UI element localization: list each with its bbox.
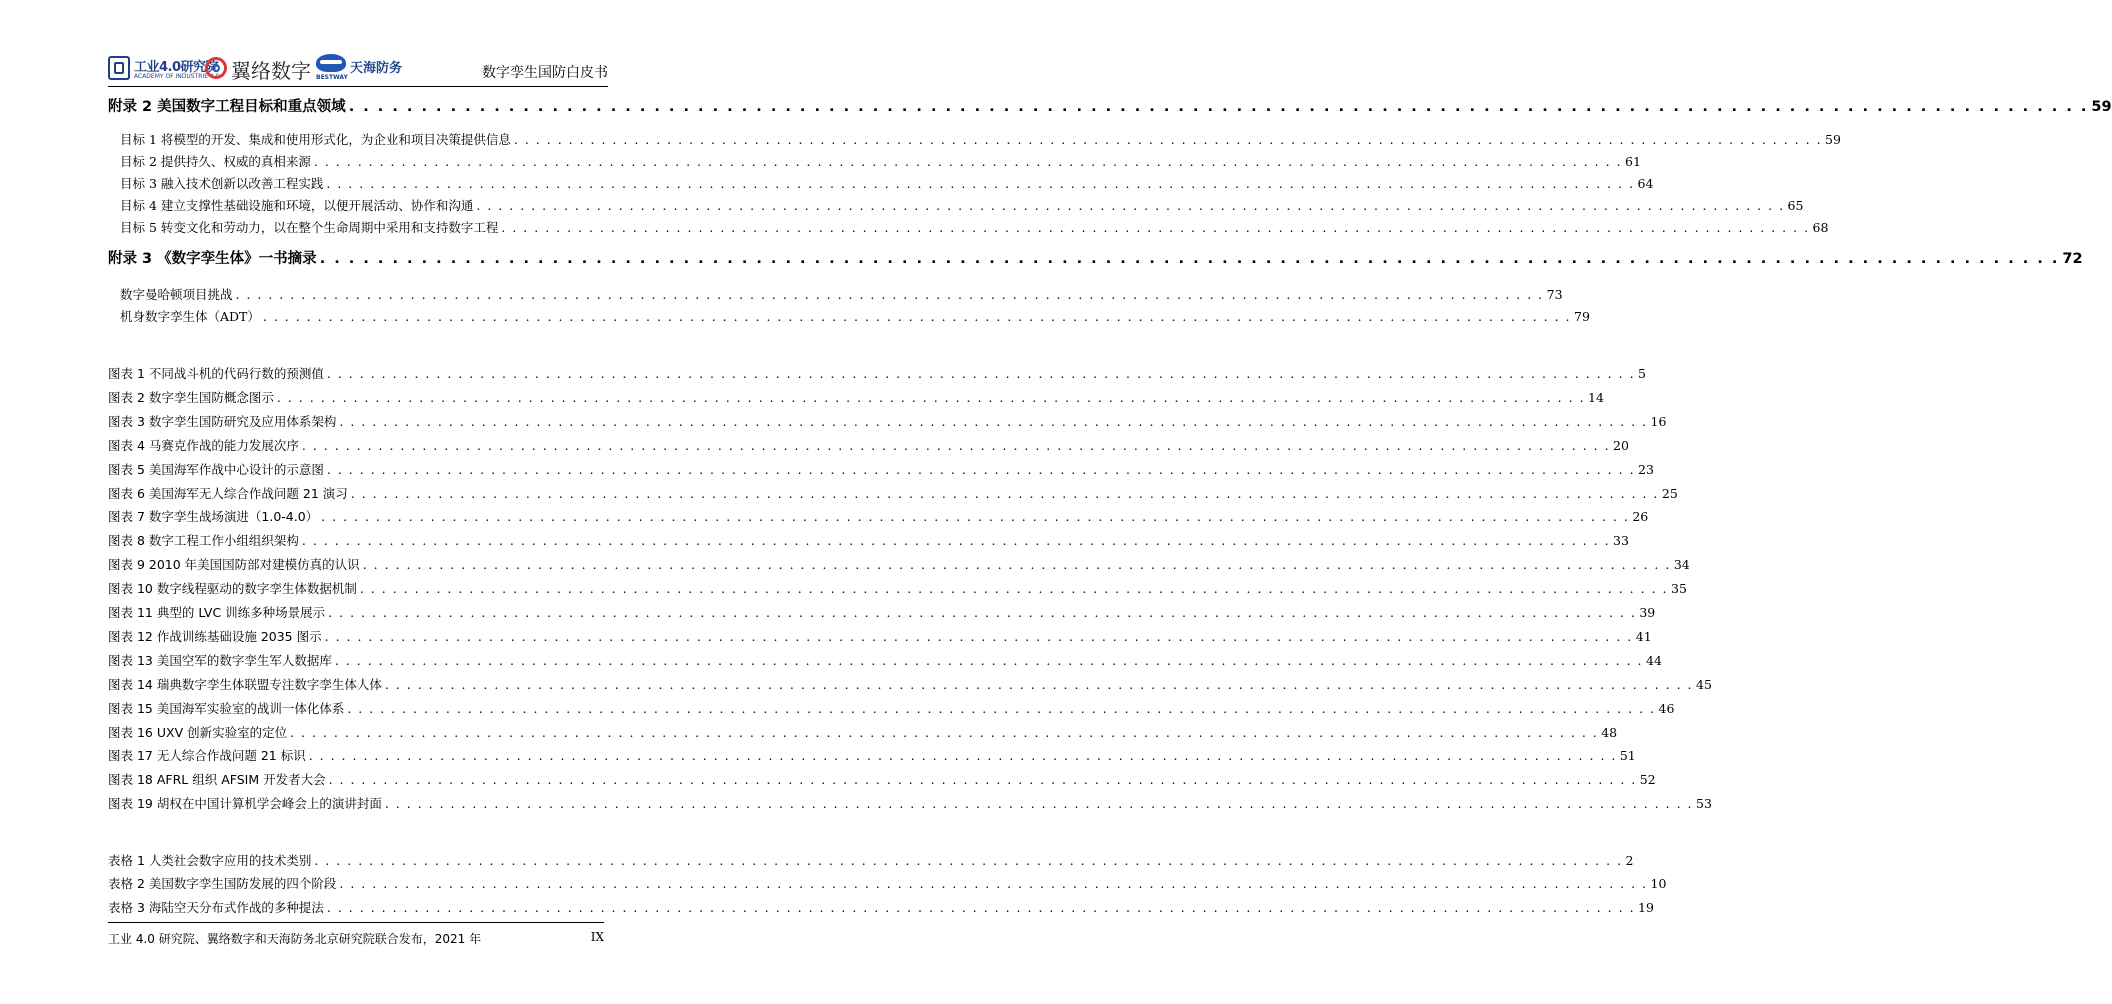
toc-leader-dots: . . . . . . . . . . . . . . . . . . . . . . . . . . . . . . . . . . . . . . . . . . . . . . . . . . . . . . . . . . . . . . . . . . . . . . . . . . . . . . . . . . . . . . . . . . . . . . . . . . . . . . . . . . . . . . . . . . . . . . . . bbox=[476, 198, 1785, 213]
toc-leader-dots: . . . . . . . . . . . . . . . . . . . . . . . . . . . . . . . . . . . . . . . . . . . . . . . . . . . . . . . . . . . . . . . . . . . . . . . . . . . . . . . . . . . . . . . . . . . . . . . . . . . . . . . . . . . . . . . . . . . . . . . . bbox=[301, 438, 1611, 453]
industrie40-logo-subtext: ACADEMY OF INDUSTRIE 4.0 bbox=[134, 73, 220, 80]
toc-entry[interactable] bbox=[108, 603, 1656, 621]
toc-entry-title: 图表 6 美国海军无人综合作战问题 21 演习 bbox=[108, 486, 348, 501]
toc-entry-page: 34 bbox=[1673, 557, 1690, 572]
toc-entry-title: 图表 17 无人综合作战问题 21 标识 bbox=[108, 748, 306, 763]
toc-entry[interactable] bbox=[108, 794, 1712, 812]
toc-entry-page: 39 bbox=[1639, 605, 1656, 620]
toc-entry-page: 14 bbox=[1588, 390, 1604, 405]
toc-entry-title: 图表 12 作战训练基础设施 2035 图示 bbox=[108, 629, 322, 644]
toc-entry[interactable] bbox=[108, 152, 1641, 170]
bestway-logo-subtext: BESTWAY bbox=[316, 74, 348, 81]
toc-entry-page: 23 bbox=[1638, 462, 1654, 477]
page-number: IX bbox=[590, 930, 604, 944]
toc-entry-title: 图表 9 2010 年美国国防部对建模仿真的认识 bbox=[108, 557, 360, 572]
toc-entry-title: 数字曼哈顿项目挑战 bbox=[120, 287, 233, 302]
toc-entry[interactable] bbox=[108, 770, 1656, 788]
toc-entry-title: 图表 14 瑞典数字孪生体联盟专注数字孪生体人体 bbox=[108, 677, 382, 692]
toc-entry-page: 26 bbox=[1632, 509, 1649, 524]
toc-leader-dots: . . . . . . . . . . . . . . . . . . . . . . . . . . . . . . . . . . . . . . . . . . . . . . . . . . . . . . . . . . . . . . . . . . . . . . . . . . . . . . . . . . . . . . . . . . . . . . . . . . . . . . . . . . . . . . . . . . . . . . . . bbox=[328, 772, 1637, 787]
toc-entry[interactable] bbox=[108, 699, 1675, 717]
toc-entry[interactable] bbox=[108, 484, 1678, 502]
toc-leader-dots: . . . . . . . . . . . . . . . . . . . . . . . . . . . . . . . . . . . . . . . . . . . . . . . . . . . . . . . . . . . . . . . . . . . . . . . . . . . . . . . . . . . . . . . . . . . . . . . . . . . . . . . . . . . . . . . . . . . . . . . . bbox=[313, 154, 1623, 169]
toc-entry[interactable] bbox=[108, 307, 1590, 325]
toc-leader-dots: . . . . . . . . . . . . . . . . . . . . . . . . . . . . . . . . . . . . . . . . . . . . . . . . . . . . . . . . . . . . . . . . . . . . . . . . . . . . . . . . . . . . . . . . . . . . . . . . . . . . . . . . . . . . . . . . . . . . . . . . bbox=[301, 533, 1611, 548]
toc-entry-page: 45 bbox=[1696, 677, 1712, 692]
toc-entry-title: 图表 13 美国空军的数字孪生军人数据库 bbox=[108, 653, 332, 668]
toc-entry[interactable] bbox=[108, 218, 1829, 236]
toc-entry-page: 46 bbox=[1658, 701, 1675, 716]
toc-entry[interactable] bbox=[108, 247, 2083, 268]
toc-entry-page: 41 bbox=[1635, 629, 1652, 644]
toc-leader-dots: . . . . . . . . . . . . . . . . . . . . . . . . . . . . . . . . . . . . . . . . . . . . . . . . . . . . . . . . . . . . . . . . . . . . . . . . . . . . . . . . . . . . . . . . . . . . . . . . . . . . . . . . . . . . . . . . . . . . . . . . bbox=[501, 220, 1810, 235]
bestway-logo-text: 天海防务 bbox=[350, 61, 403, 76]
toc-entry[interactable] bbox=[108, 412, 1667, 430]
yiluo-logo-icon bbox=[205, 57, 227, 79]
yiluo-logo bbox=[205, 50, 310, 86]
toc-entry-title: 图表 3 数字孪生国防研究及应用体系架构 bbox=[108, 414, 337, 429]
toc-entry-page: 68 bbox=[1812, 220, 1829, 235]
toc-leader-dots: . . . . . . . . . . . . . . . . . . . . . . . . . . . . . . . . . . . . . . . . . . . . . . . . . . . . . . . . . . . . . . . . . . . . . . . . . . . . . . . . . . . . . . . . . . . . . . . . . . . . . . . . . . . . . . . . . . . . . . . . bbox=[347, 701, 1656, 716]
toc-entry-title: 图表 10 数字线程驱动的数字孪生体数据机制 bbox=[108, 581, 357, 596]
toc-entry-page: 79 bbox=[1574, 309, 1590, 324]
toc-entry-page: 59 bbox=[1825, 132, 1841, 147]
toc-entry[interactable] bbox=[108, 388, 1604, 406]
toc-entry-page: 53 bbox=[1696, 796, 1712, 811]
toc-entry-page: 19 bbox=[1638, 900, 1654, 915]
toc-entry[interactable] bbox=[108, 507, 1649, 525]
toc-leader-dots: . . . . . . . . . . . . . . . . . . . . . . . . . . . . . . . . . . . . . . . . . . . . . . . . . . . . . . . . . . . . . . . . . . . . . . . . . . . . . . . . . . . . . . . . . . . . . . . . . . . . . . . . . . . . . . . . . . . . . . . . bbox=[326, 176, 1635, 191]
toc-entry[interactable] bbox=[108, 851, 1634, 869]
toc-entry-page: 33 bbox=[1613, 533, 1629, 548]
toc-entry-page: 64 bbox=[1637, 176, 1654, 191]
toc-entry-page: 2 bbox=[1625, 853, 1634, 868]
toc-leader-dots: . . . . . . . . . . . . . . . . . . . . . . . . . . . . . . . . . . . . . . . . . . . . . . . . . . . . . . . . . . . . . . . . . . . . . . . . . . . . . . . . . . . . . . . . . . . . . . . . . . . . . . . . . . . . . . . . . . . . . . . . bbox=[319, 251, 2060, 267]
toc-leader-dots: . . . . . . . . . . . . . . . . . . . . . . . . . . . . . . . . . . . . . . . . . . . . . . . . . . . . . . . . . . . . . . . . . . . . . . . . . . . . . . . . . . . . . . . . . . . . . . . . . . . . . . . . . . . . . . . . . . . . . . . . bbox=[513, 132, 1823, 147]
toc-leader-dots: . . . . . . . . . . . . . . . . . . . . . . . . . . . . . . . . . . . . . . . . . . . . . . . . . . . . . . . . . . . . . . . . . . . . . . . . . . . . . . . . . . . . . . . . . . . . . . . . . . . . . . . . . . . . . . . . . . . . . . . . bbox=[334, 653, 1643, 668]
toc-entry-page: 72 bbox=[2062, 251, 2083, 267]
toc-entry[interactable] bbox=[108, 898, 1654, 916]
toc-entry[interactable] bbox=[108, 675, 1712, 693]
toc-entry[interactable] bbox=[108, 531, 1629, 549]
toc-leader-dots: . . . . . . . . . . . . . . . . . . . . . . . . . . . . . . . . . . . . . . . . . . . . . . . . . . . . . . . . . . . . . . . . . . . . . . . . . . . . . . . . . . . . . . . . . . . . . . . . . . . . . . . . . . . . . . . . . . . . . . . . bbox=[359, 581, 1668, 596]
toc-entry-title: 目标 4 建立支撑性基础设施和环境，以便开展活动、协作和沟通 bbox=[120, 198, 474, 213]
toc-entry-page: 59 bbox=[2091, 99, 2112, 115]
toc-entry[interactable] bbox=[108, 874, 1667, 892]
footer-divider bbox=[108, 922, 604, 923]
toc-entry-title: 图表 7 数字孪生战场演进（1.0-4.0） bbox=[108, 509, 319, 524]
toc-entry-page: 65 bbox=[1787, 198, 1804, 213]
toc-entry-title: 图表 5 美国海军作战中心设计的示意图 bbox=[108, 462, 324, 477]
toc-entry-page: 52 bbox=[1639, 772, 1656, 787]
toc-entry-title: 图表 18 AFRL 组织 AFSIM 开发者大会 bbox=[108, 772, 326, 787]
toc-leader-dots: . . . . . . . . . . . . . . . . . . . . . . . . . . . . . . . . . . . . . . . . . . . . . . . . . . . . . . . . . . . . . . . . . . . . . . . . . . . . . . . . . . . . . . . . . . . . . . . . . . . . . . . . . . . . . . . . . . . . . . . . bbox=[321, 509, 1630, 524]
toc-leader-dots: . . . . . . . . . . . . . . . . . . . . . . . . . . . . . . . . . . . . . . . . . . . . . . . . . . . . . . . . . . . . . . . . . . . . . . . . . . . . . . . . . . . . . . . . . . . . . . . . . . . . . . . . . . . . . . . . . . . . . . . . bbox=[262, 309, 1572, 324]
toc-entry-title: 目标 5 转变文化和劳动力，以在整个生命周期中采用和支持数字工程 bbox=[120, 220, 499, 235]
toc-entry-title: 附录 3 《数字孪生体》一书摘录 bbox=[108, 251, 317, 267]
toc-leader-dots: . . . . . . . . . . . . . . . . . . . . . . . . . . . . . . . . . . . . . . . . . . . . . . . . . . . . . . . . . . . . . . . . . . . . . . . . . . . . . . . . . . . . . . . . . . . . . . . . . . . . . . . . . . . . . . . . . . . . . . . . bbox=[384, 796, 1693, 811]
toc-entry-title: 附录 2 美国数字工程目标和重点领域 bbox=[108, 99, 346, 115]
toc-entry[interactable] bbox=[108, 436, 1629, 454]
toc-entry[interactable] bbox=[108, 364, 1646, 382]
toc-entry[interactable] bbox=[108, 651, 1662, 669]
toc-entry[interactable] bbox=[108, 555, 1690, 573]
toc-entry-page: 51 bbox=[1619, 748, 1636, 763]
toc-leader-dots: . . . . . . . . . . . . . . . . . . . . . . . . . . . . . . . . . . . . . . . . . . . . . . . . . . . . . . . . . . . . . . . . . . . . . . . . . . . . . . . . . . . . . . . . . . . . . . . . . . . . . . . . . . . . . . . . . . . . . . . . bbox=[326, 366, 1636, 381]
bestway-logo bbox=[316, 50, 416, 86]
toc-leader-dots: . . . . . . . . . . . . . . . . . . . . . . . . . . . . . . . . . . . . . . . . . . . . . . . . . . . . . . . . . . . . . . . . . . . . . . . . . . . . . . . . . . . . . . . . . . . . . . . . . . . . . . . . . . . . . . . . . . . . . . . . bbox=[384, 677, 1693, 692]
toc-leader-dots: . . . . . . . . . . . . . . . . . . . . . . . . . . . . . . . . . . . . . . . . . . . . . . . . . . . . . . . . . . . . . . . . . . . . . . . . . . . . . . . . . . . . . . . . . . . . . . . . . . . . . . . . . . . . . . . . . . . . . . . . bbox=[339, 414, 1648, 429]
toc-leader-dots: . . . . . . . . . . . . . . . . . . . . . . . . . . . . . . . . . . . . . . . . . . . . . . . . . . . . . . . . . . . . . . . . . . . . . . . . . . . . . . . . . . . . . . . . . . . . . . . . . . . . . . . . . . . . . . . . . . . . . . . . bbox=[350, 486, 1659, 501]
bestway-logo-icon bbox=[316, 54, 346, 72]
toc-leader-dots: . . . . . . . . . . . . . . . . . . . . . . . . . . . . . . . . . . . . . . . . . . . . . . . . . . . . . . . . . . . . . . . . . . . . . . . . . . . . . . . . . . . . . . . . . . . . . . . . . . . . . . . . . . . . . . . . . . . . . . . . bbox=[308, 748, 1617, 763]
toc-entry[interactable] bbox=[108, 130, 1841, 148]
industrie40-logo-icon bbox=[108, 56, 130, 80]
toc-entry-title: 图表 16 UXV 创新实验室的定位 bbox=[108, 725, 288, 740]
toc-entry[interactable] bbox=[108, 746, 1636, 764]
toc-leader-dots: . . . . . . . . . . . . . . . . . . . . . . . . . . . . . . . . . . . . . . . . . . . . . . . . . . . . . . . . . . . . . . . . . . . . . . . . . . . . . . . . . . . . . . . . . . . . . . . . . . . . . . . . . . . . . . . . . . . . . . . . bbox=[326, 462, 1636, 477]
toc-leader-dots: . . . . . . . . . . . . . . . . . . . . . . . . . . . . . . . . . . . . . . . . . . . . . . . . . . . . . . . . . . . . . . . . . . . . . . . . . . . . . . . . . . . . . . . . . . . . . . . . . . . . . . . . . . . . . . . . . . . . . . . . bbox=[348, 99, 2089, 115]
toc-entry-page: 61 bbox=[1625, 154, 1641, 169]
toc-entry[interactable] bbox=[108, 460, 1654, 478]
toc-leader-dots: . . . . . . . . . . . . . . . . . . . . . . . . . . . . . . . . . . . . . . . . . . . . . . . . . . . . . . . . . . . . . . . . . . . . . . . . . . . . . . . . . . . . . . . . . . . . . . . . . . . . . . . . . . . . . . . . . . . . . . . . bbox=[326, 900, 1636, 915]
toc-entry-title: 图表 11 典型的 LVC 训练多种场景展示 bbox=[108, 605, 326, 620]
toc-leader-dots: . . . . . . . . . . . . . . . . . . . . . . . . . . . . . . . . . . . . . . . . . . . . . . . . . . . . . . . . . . . . . . . . . . . . . . . . . . . . . . . . . . . . . . . . . . . . . . . . . . . . . . . . . . . . . . . . . . . . . . . . bbox=[276, 390, 1586, 405]
toc-entry-title: 图表 4 马赛克作战的能力发展次序 bbox=[108, 438, 299, 453]
toc-entry-page: 35 bbox=[1671, 581, 1687, 596]
toc-entry-page: 16 bbox=[1650, 414, 1667, 429]
toc-leader-dots: . . . . . . . . . . . . . . . . . . . . . . . . . . . . . . . . . . . . . . . . . . . . . . . . . . . . . . . . . . . . . . . . . . . . . . . . . . . . . . . . . . . . . . . . . . . . . . . . . . . . . . . . . . . . . . . . . . . . . . . . bbox=[362, 557, 1671, 572]
toc-entry[interactable] bbox=[108, 627, 1652, 645]
toc-entry-title: 目标 3 融入技术创新以改善工程实践 bbox=[120, 176, 324, 191]
yiluo-logo-text: 翼络数字 bbox=[231, 59, 311, 83]
toc-leader-dots: . . . . . . . . . . . . . . . . . . . . . . . . . . . . . . . . . . . . . . . . . . . . . . . . . . . . . . . . . . . . . . . . . . . . . . . . . . . . . . . . . . . . . . . . . . . . . . . . . . . . . . . . . . . . . . . . . . . . . . . . bbox=[235, 287, 1544, 302]
toc-entry-title: 目标 2 提供持久、权威的真相来源 bbox=[120, 154, 311, 169]
toc-entry-title: 图表 2 数字孪生国防概念图示 bbox=[108, 390, 274, 405]
toc-entry-page: 10 bbox=[1650, 876, 1667, 891]
toc-leader-dots: . . . . . . . . . . . . . . . . . . . . . . . . . . . . . . . . . . . . . . . . . . . . . . . . . . . . . . . . . . . . . . . . . . . . . . . . . . . . . . . . . . . . . . . . . . . . . . . . . . . . . . . . . . . . . . . . . . . . . . . . bbox=[324, 629, 1633, 644]
toc-entry[interactable] bbox=[108, 196, 1804, 214]
toc-entry-title: 图表 1 不同战斗机的代码行数的预测值 bbox=[108, 366, 324, 381]
toc-entry-page: 5 bbox=[1638, 366, 1646, 381]
toc-entry-title: 表格 1 人类社会数字应用的技术类别 bbox=[108, 853, 312, 868]
toc-entry[interactable] bbox=[108, 285, 1563, 303]
footer-text: 工业 4.0 研究院、翼络数字和天海防务北京研究院联合发布，2021 年 bbox=[108, 932, 482, 946]
toc-entry[interactable] bbox=[108, 174, 1654, 192]
toc-entry[interactable] bbox=[108, 95, 2112, 116]
toc-leader-dots: . . . . . . . . . . . . . . . . . . . . . . . . . . . . . . . . . . . . . . . . . . . . . . . . . . . . . . . . . . . . . . . . . . . . . . . . . . . . . . . . . . . . . . . . . . . . . . . . . . . . . . . . . . . . . . . . . . . . . . . . bbox=[290, 725, 1599, 740]
page-header bbox=[108, 50, 608, 90]
toc-entry-title: 图表 15 美国海军实验室的战训一体化体系 bbox=[108, 701, 345, 716]
toc-entry-page: 25 bbox=[1661, 486, 1678, 501]
toc-leader-dots: . . . . . . . . . . . . . . . . . . . . . . . . . . . . . . . . . . . . . . . . . . . . . . . . . . . . . . . . . . . . . . . . . . . . . . . . . . . . . . . . . . . . . . . . . . . . . . . . . . . . . . . . . . . . . . . . . . . . . . . . bbox=[328, 605, 1637, 620]
toc-entry-page: 73 bbox=[1546, 287, 1563, 302]
toc-entry-title: 表格 3 海陆空天分布式作战的多种提法 bbox=[108, 900, 324, 915]
header-divider bbox=[108, 86, 608, 87]
toc-entry[interactable] bbox=[108, 723, 1618, 741]
document-title: 数字孪生国防白皮书 bbox=[482, 65, 608, 81]
toc-entry[interactable] bbox=[108, 579, 1687, 597]
industrie40-logo-text: 工业4.0研究院 bbox=[134, 60, 219, 75]
toc-leader-dots: . . . . . . . . . . . . . . . . . . . . . . . . . . . . . . . . . . . . . . . . . . . . . . . . . . . . . . . . . . . . . . . . . . . . . . . . . . . . . . . . . . . . . . . . . . . . . . . . . . . . . . . . . . . . . . . . . . . . . . . . bbox=[314, 853, 1623, 868]
toc-entry-title: 机身数字孪生体（ADT） bbox=[120, 309, 260, 324]
toc-entry-page: 48 bbox=[1601, 725, 1618, 740]
toc-entry-title: 表格 2 美国数字孪生国防发展的四个阶段 bbox=[108, 876, 337, 891]
toc-entry-page: 44 bbox=[1646, 653, 1662, 668]
toc-entry-title: 目标 1 将模型的开发、集成和使用形式化，为企业和项目决策提供信息 bbox=[120, 132, 511, 147]
toc-entry-page: 20 bbox=[1613, 438, 1629, 453]
industrie40-logo bbox=[108, 50, 220, 86]
toc-leader-dots: . . . . . . . . . . . . . . . . . . . . . . . . . . . . . . . . . . . . . . . . . . . . . . . . . . . . . . . . . . . . . . . . . . . . . . . . . . . . . . . . . . . . . . . . . . . . . . . . . . . . . . . . . . . . . . . . . . . . . . . . bbox=[339, 876, 1648, 891]
toc-entry-title: 图表 19 胡权在中国计算机学会峰会上的演讲封面 bbox=[108, 796, 382, 811]
toc-entry-title: 图表 8 数字工程工作小组组织架构 bbox=[108, 533, 299, 548]
